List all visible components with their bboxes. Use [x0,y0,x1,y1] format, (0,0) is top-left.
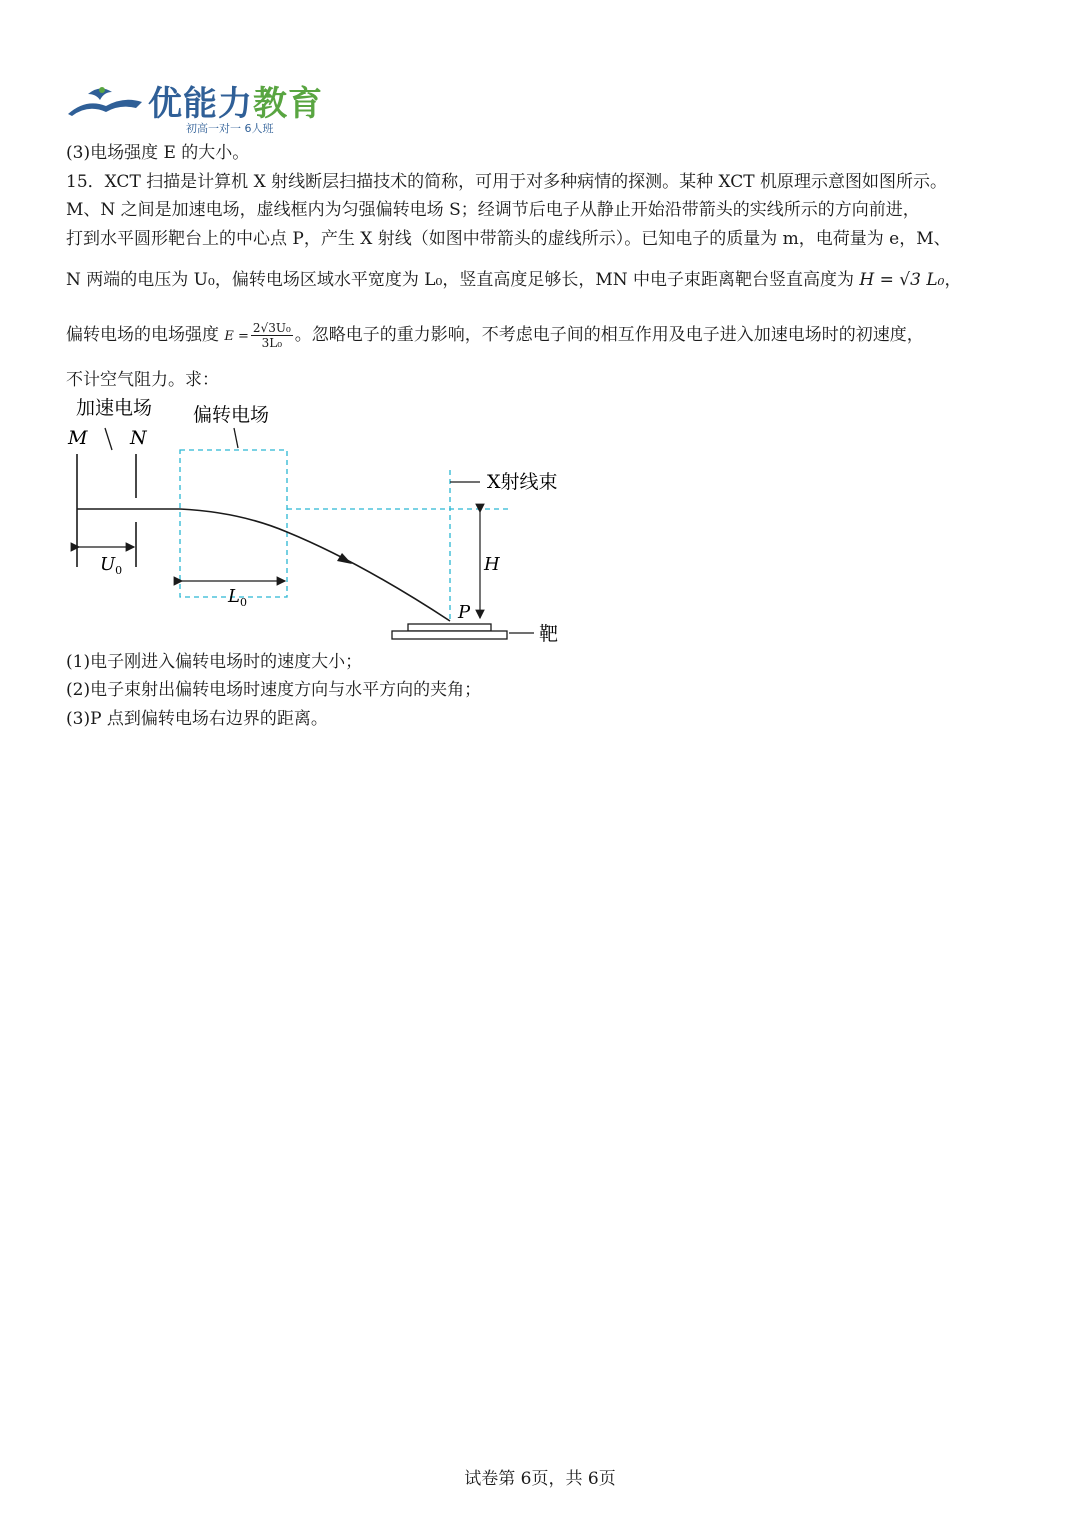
sub-question-1: (1)电子刚进入偏转电场时的速度大小； [66,652,363,672]
accel-pointer-line [105,428,112,450]
question-line-1: 15．XCT 扫描是计算机 X 射线断层扫描技术的简称，可用于对多种病情的探测。某种 XCT 机原理示意图如图所示。 [66,172,948,192]
question-line-2: M、N 之间是加速电场，虚线框内为匀强偏转电场 S；经调节后电子从静止开始沿带箭头的实线所示的方向前进， [66,200,920,220]
brand-tagline: 初高一对一 6人班 [186,122,274,135]
label-deflect-field: 偏转电场 [193,404,270,426]
question-line-4a: N 两端的电压为 U₀，偏转电场区域水平宽度为 L₀，竖直高度足够长，MN 中电子束距离靶台竖直高度为 [66,270,860,290]
label-h: H [484,554,500,575]
book-bird-icon [66,84,144,118]
electron-trajectory [77,509,450,621]
xct-diagram [60,392,580,652]
question-line-5b: 。忽略电子的重力影响，不考虑电子间的相互作用及电子进入加速电场时的初速度， [294,325,924,345]
brand-name [148,76,323,125]
label-target: 靶 [539,623,559,645]
question-line-6: 不计空气阻力。求： [66,370,219,390]
brand-name-part1: 优能力 [148,84,253,124]
label-n: N [130,427,147,449]
question-line-4b: ， [944,270,962,290]
brand-logo [66,78,366,136]
label-u0-sub: 0 [115,564,123,577]
label-accel-field: 加速电场 [76,397,153,419]
label-xray-beam: X射线束 [487,471,558,493]
label-p: P [458,602,471,623]
target-base [392,631,507,639]
formula-e-fraction [251,321,293,350]
trajectory-arrowhead [337,553,352,564]
deflection-field-box [180,450,287,597]
label-l0-sub: 0 [239,596,247,609]
deflect-pointer-line [234,428,238,448]
label-m: M [68,427,88,449]
formula-h: H = √3 L₀ [859,270,945,290]
label-l0-main: L [228,586,240,607]
sub-question-3: (3)P 点到偏转电场右边界的距离。 [66,709,328,729]
question-line-5 [66,315,924,357]
question-line-5a: 偏转电场的电场强度 [66,325,225,345]
brand-name-part2: 教育 [253,84,323,124]
formula-e-denominator: 3L₀ [261,336,283,350]
label-u0-main: U [100,554,116,575]
label-l0 [227,586,247,609]
formula-e-numerator: 2√3U₀ [252,321,291,335]
page-footer: 试卷第 6页，共 6页 [464,1469,616,1489]
question-line-3: 打到水平圆形靶台上的中心点 P，产生 X 射线（如图中带箭头的虚线所示）。已知电子的质量为 m，电荷量为 e，M、 [66,229,951,249]
sub-question-2: (2)电子束射出偏转电场时速度方向与水平方向的夹角； [66,680,482,700]
target-top [408,624,491,631]
question-line-4 [66,269,961,291]
prev-question-part: (3)电场强度 E 的大小。 [66,143,250,163]
formula-e-lhs: E = [224,329,249,344]
label-u0 [100,554,122,577]
